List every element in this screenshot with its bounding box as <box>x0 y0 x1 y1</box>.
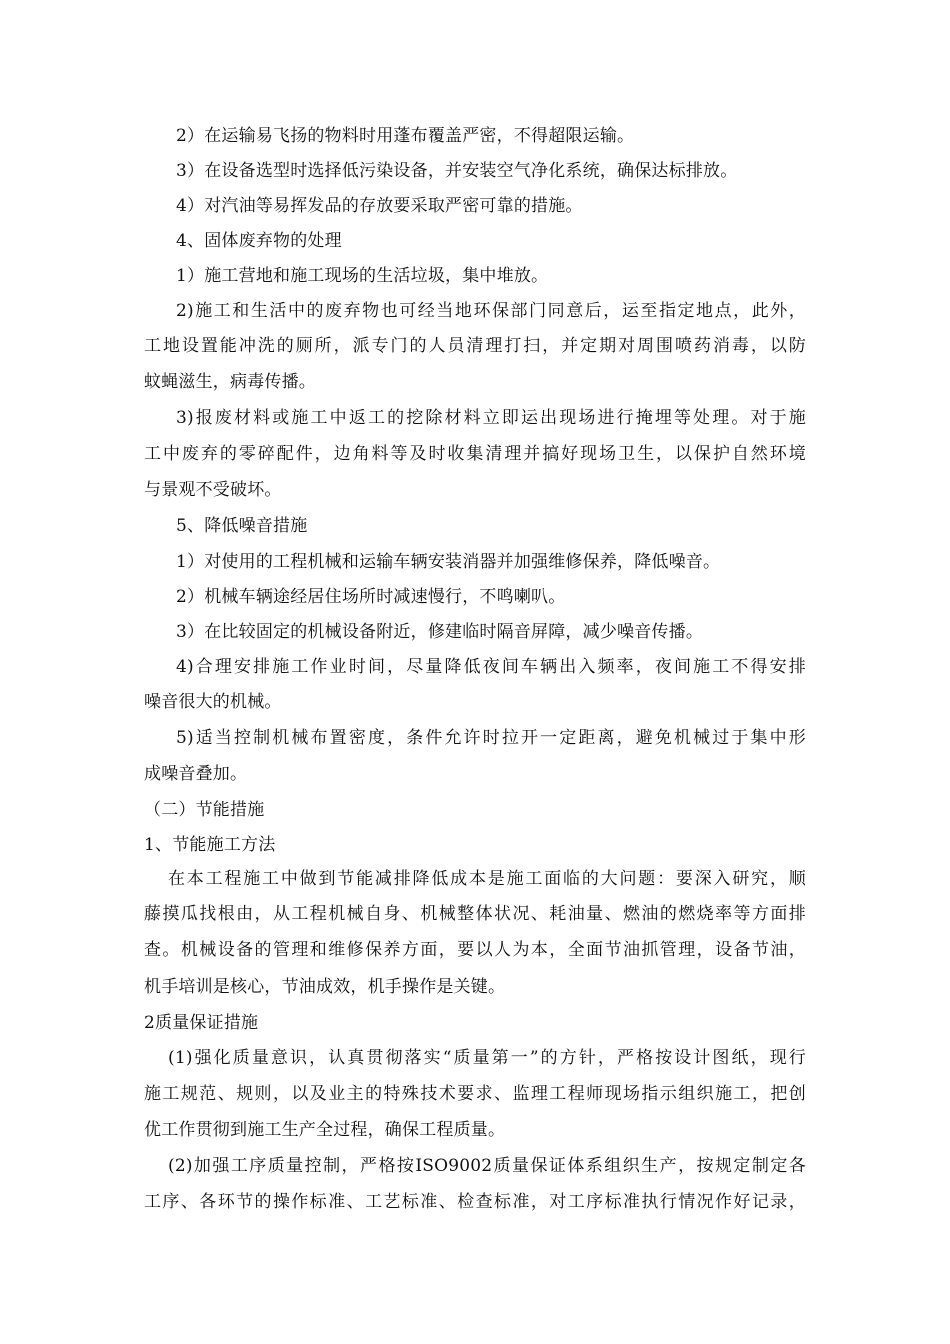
paragraph-line: 4)合理安排施工作业时间，尽量降低夜间车辆出入频率，夜间施工不得安排 <box>176 657 806 677</box>
paragraph-line: 工中废弃的零碎配件，边角料等及时收集清理并搞好现场卫生，以保护自然环境 <box>144 444 806 464</box>
paragraph-line: 4）对汽油等易挥发品的存放要采取严密可靠的措施。 <box>176 196 583 216</box>
paragraph-line: 施工规范、规则，以及业主的特殊技术要求、监理工程师现场指示组织施工，把创 <box>144 1084 806 1104</box>
paragraph-line: (2)加强工序质量控制，严格按ISO9002质量保证体系组织生产，按规定制定各 <box>168 1156 806 1176</box>
paragraph-line: 3）在比较固定的机械设备附近，修建临时隔音屏障，减少噪音传播。 <box>176 622 704 642</box>
section-heading: 4、固体废弃物的处理 <box>176 231 342 251</box>
paragraph-line: 藤摸瓜找根由，从工程机械自身、机械整体状况、耗油量、燃油的燃烧率等方面排 <box>144 904 806 924</box>
paragraph-line: 3)报废材料或施工中返工的挖除材料立即运出现场进行掩埋等处理。对于施 <box>176 408 806 428</box>
paragraph-line: 在本工程施工中做到节能减排降低成本是施工面临的大问题：要深入研究，顺 <box>168 869 806 889</box>
section-heading: （二）节能措施 <box>144 800 265 820</box>
paragraph-line: 噪音很大的机械。 <box>144 692 282 712</box>
paragraph-line: 2）在运输易飞扬的物料时用蓬布覆盖严密，不得超限运输。 <box>176 126 635 146</box>
section-heading: 5、降低噪音措施 <box>176 516 308 536</box>
paragraph-line: 优工作贯彻到施工生产全过程，确保工程质量。 <box>144 1120 506 1140</box>
paragraph-line: 1）施工营地和施工现场的生活垃圾，集中堆放。 <box>176 266 549 286</box>
paragraph-line: 机手培训是核心，节油成效，机手操作是关键。 <box>144 977 506 997</box>
paragraph-line: 成噪音叠加。 <box>144 764 248 784</box>
paragraph-line: 查。机械设备的管理和维修保养方面，要以人为本，全面节油抓管理，设备节油， <box>144 940 806 960</box>
paragraph-line: (1)强化质量意识，认真贯彻落实“质量第一”的方针，严格按设计图纸，现行 <box>168 1048 806 1068</box>
section-heading: 1、节能施工方法 <box>144 835 276 855</box>
paragraph-line: 2）机械车辆途经居住场所时减速慢行，不鸣喇叭。 <box>176 587 566 607</box>
paragraph-line: 1）对使用的工程机械和运输车辆安装消器并加强维修保养，降低噪音。 <box>176 552 721 572</box>
paragraph-line: 工地设置能冲洗的厕所，派专门的人员清理打扫，并定期对周围喷药消毒，以防 <box>144 336 806 356</box>
section-heading: 2质量保证措施 <box>144 1013 259 1033</box>
paragraph-line: 与景观不受破坏。 <box>144 480 282 500</box>
paragraph-line: 3）在设备选型时选择低污染设备，并安装空气净化系统，确保达标排放。 <box>176 161 738 181</box>
paragraph-line: 工序、各环节的操作标准、工艺标准、检查标准，对工序标准执行情况作好记录， <box>144 1192 806 1212</box>
paragraph-line: 2)施工和生活中的废弃物也可经当地环保部门同意后，运至指定地点，此外， <box>176 301 806 321</box>
paragraph-line: 蚊蝇滋生，病毒传播。 <box>144 372 316 392</box>
paragraph-line: 5)适当控制机械布置密度，条件允许时拉开一定距离，避免机械过于集中形 <box>176 728 806 748</box>
